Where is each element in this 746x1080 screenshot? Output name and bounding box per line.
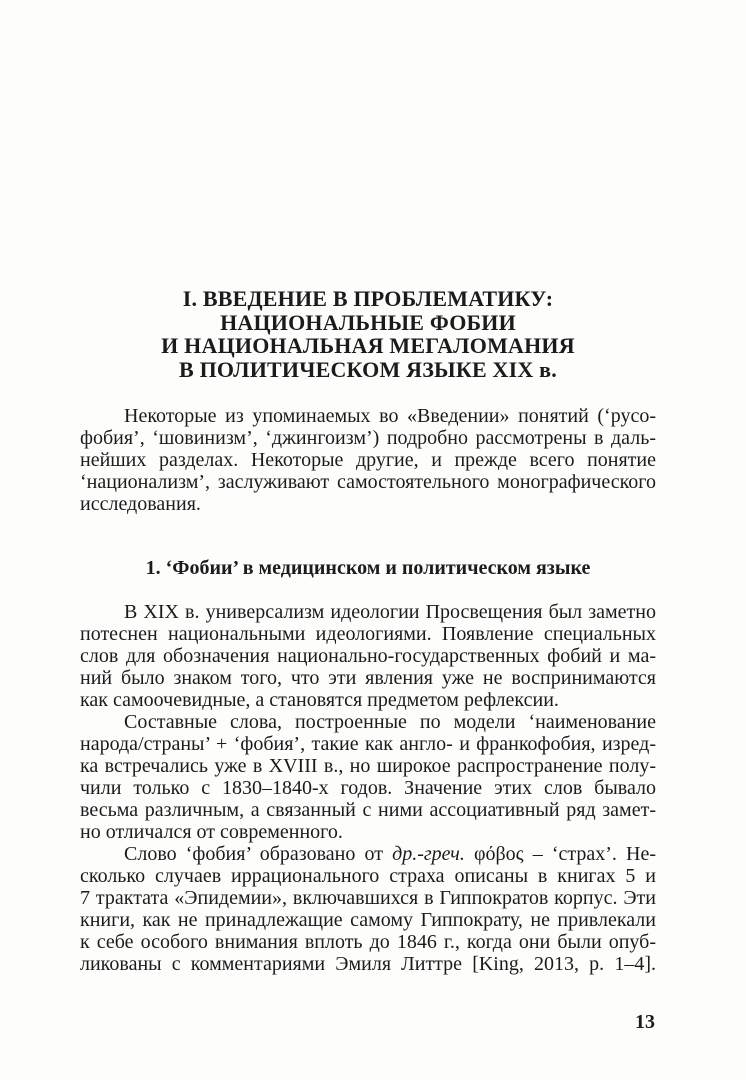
text-line: чили только с 1830–1840-х годов. Значение этих слов бывало [80,777,656,799]
text-line: нейших разделах. Некоторые другие, и прежде всего понятие [80,449,656,471]
text-line [80,843,656,865]
text-line: ка встречались уже в XVIII в., но широкое распространение полу- [80,755,656,777]
text-line: 7 трактата «Эпидемии», включавшихся в Гиппократов корпус. Эти [80,887,656,909]
etymology-pre: Слово ‘фобия’ образовано от [124,843,393,865]
text-line: книги, как не принадлежащие самому Гиппократу, не привлекали [80,909,656,931]
text-line: Составные слова, построенные по модели ‘наименование [124,711,656,733]
chapter-title [80,287,656,381]
text-line: весьма различным, а связанный с ними ассоциативный ряд замет- [80,799,656,821]
text-line: ‘национализм’, заслуживают самостоятельного монографического [80,471,656,493]
text-line: сколько случаев иррационального страха описаны в книгах 5 и [80,865,656,887]
text-line: ликованы с комментариями Эмиля Литтре [King, 2013, p. 1–4]. [80,953,656,975]
etymology-term: др.-греч. [392,843,465,865]
text-line: слов для обозначения национально-государственных фобий и ма- [80,645,656,667]
etymology-post: φόβος – ‘страх’. Не- [464,843,656,865]
chapter-title-line: И НАЦИОНАЛЬНАЯ МЕГАЛОМАНИЯ [161,333,575,358]
intro-paragraph [80,405,656,515]
text-line: ний было знаком того, что эти явления уже не воспринимаются [80,667,656,689]
chapter-title-line: I. ВВЕДЕНИЕ В ПРОБЛЕМАТИКУ: [182,286,554,311]
text-line: народа/страны’ + ‘фобия’, такие как англо- и франкофобия, изред- [80,733,656,755]
text-line: к себе особого внимания вплоть до 1846 г., когда они были опуб- [80,931,656,953]
chapter-title-line: НАЦИОНАЛЬНЫЕ ФОБИИ [220,309,516,335]
text-line: фобия’, ‘шовинизм’, ‘джингоизм’) подробно рассмотрены в даль- [80,427,656,449]
chapter-title-line: В ПОЛИТИЧЕСКОМ ЯЗЫКЕ XIX в. [179,356,557,382]
text-line: как самоочевидные, а становятся предметом рефлексии. [80,689,559,711]
body-text [80,601,656,975]
text-line: потеснен национальными идеологиями. Появление специальных [80,623,656,645]
text-line: исследования. [80,493,201,515]
page-number: 13 [635,1011,655,1033]
text-line: но отличался от современного. [80,821,343,843]
text-line: В XIX в. универсализм идеологии Просвещения был заметно [124,601,656,623]
text-line: Некоторые из упоминаемых во «Введении» понятий (‘русо- [124,405,656,427]
section-heading: 1. ‘Фобии’ в медицинском и политическом языке [145,557,591,579]
